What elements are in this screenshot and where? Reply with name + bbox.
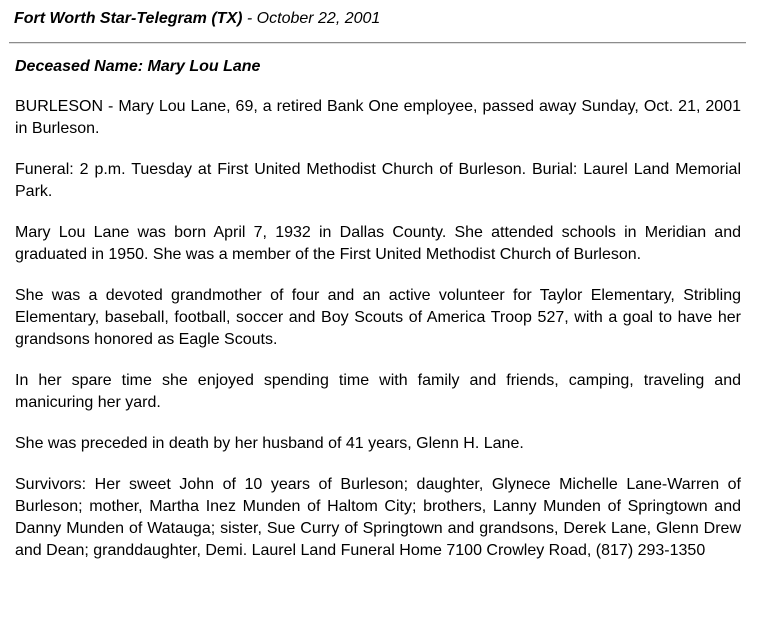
paragraph-funeral: Funeral: 2 p.m. Tuesday at First United Methodist Church of Burleson. Burial: Laurel Land Memorial Park. xyxy=(15,161,741,200)
newspaper-name: Fort Worth Star-Telegram (TX) xyxy=(14,10,243,27)
paragraph-survivors: Survivors: Her sweet John of 10 years of Burleson; daughter, Glynece Michelle Lane-Warren of Burleson; mother, Martha Inez Munden of Haltom City; brothers, Lanny Munden of Springtown and Danny Munden of Watauga; sister, Sue Curry of Springtown and grandsons, Derek Lane, Glenn Drew and Dean; granddaughter, Demi. Laurel Land Funeral Home 7100 Crowley Road, (817) 293-1350 xyxy=(15,476,741,559)
obituary-body xyxy=(15,96,741,581)
source-header xyxy=(14,9,380,29)
paragraph-biography: Mary Lou Lane was born April 7, 1932 in Dallas County. She attended schools in Meridian and graduated in 1950. She was a member of the First United Methodist Church of Burleson. xyxy=(15,224,741,263)
header-separator: - xyxy=(242,10,257,27)
publication-date: October 22, 2001 xyxy=(256,10,381,27)
paragraph-volunteer: She was a devoted grandmother of four and an active volunteer for Taylor Elementary, Stribling Elementary, baseball, football, soccer and Boy Scouts of America Troop 527, with a goal to have her grandsons honored as Eagle Scouts. xyxy=(15,287,741,348)
deceased-name-heading: Deceased Name: Mary Lou Lane xyxy=(15,58,261,75)
paragraph-intro: BURLESON - Mary Lou Lane, 69, a retired Bank One employee, passed away Sunday, Oct. 21, 2001 in Burleson. xyxy=(15,98,741,137)
header-divider xyxy=(9,42,746,44)
paragraph-hobbies: In her spare time she enjoyed spending time with family and friends, camping, traveling and manicuring her yard. xyxy=(15,372,741,411)
paragraph-preceded: She was preceded in death by her husband of 41 years, Glenn H. Lane. xyxy=(15,435,524,452)
